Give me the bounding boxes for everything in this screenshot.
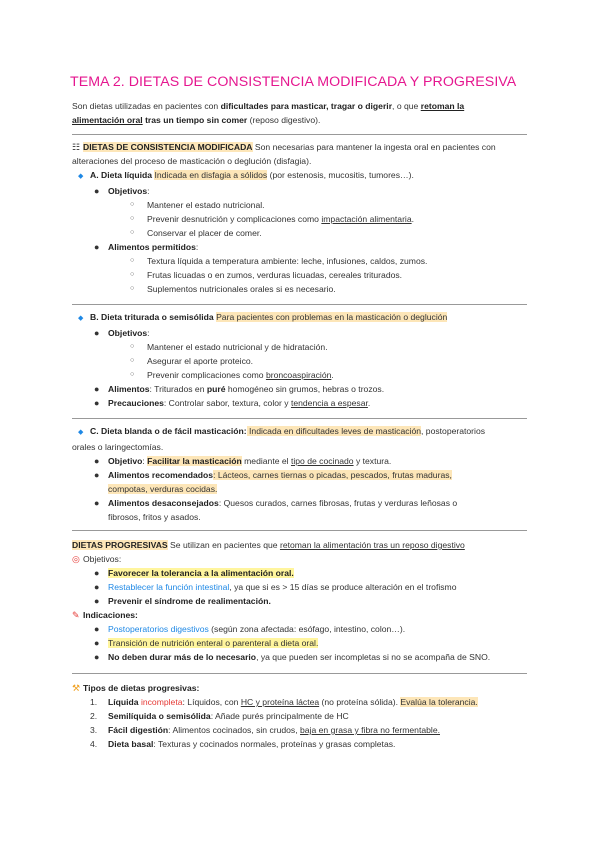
- bullet-icon: ●: [94, 596, 100, 606]
- bullet-icon: ●: [94, 242, 100, 252]
- bullet-icon: ●: [94, 624, 100, 634]
- bullet-icon: ●: [94, 384, 100, 394]
- target-icon: ◎: [72, 554, 80, 564]
- divider: [72, 418, 527, 419]
- abacus-icon: ☷: [72, 142, 81, 152]
- divider: [72, 134, 527, 135]
- blue-diamond-icon: ◆: [78, 315, 84, 322]
- bullet-icon: ●: [94, 638, 100, 648]
- intro-paragraph: Son dietas utilizadas en pacientes con dificultades para masticar, tragar o digerir, o que retoman la alimentación oral tras un tiempo sin comer (reposo digestivo).: [72, 101, 465, 125]
- blue-diamond-icon: ◆: [78, 173, 84, 180]
- divider: [72, 530, 527, 531]
- circle-bullet-icon: ○: [130, 371, 135, 378]
- circle-bullet-icon: ○: [130, 271, 135, 278]
- bullet-icon: ●: [94, 582, 100, 592]
- bullet-icon: ●: [94, 470, 100, 480]
- bullet-icon: ●: [94, 186, 100, 196]
- circle-bullet-icon: ○: [130, 201, 135, 208]
- section-blanda: ◆ C. Dieta blanda o de fácil masticación: Indicada en dificultades leves de masticación, postoperatorios orales o laringectomías. ● Objetivo: Facilitar la masticación mediante el tipo de cocinado y textura. ● Alimentos recomendados: Lácteos, carnes tiernas o picadas, pescados, frutas maduras, compotas, verduras cocidas. ● Alimentos desaconsejados: Quesos curados, carnes fibrosas, frutas y verduras leñosas o fibrosos, fritos y asados.: [72, 426, 486, 522]
- page-title: TEMA 2. DIETAS DE CONSISTENCIA MODIFICADA Y PROGRESIVA: [70, 74, 517, 90]
- divider: [72, 673, 527, 674]
- bullet-icon: ●: [94, 456, 100, 466]
- bullet-icon: ●: [94, 498, 100, 508]
- circle-bullet-icon: ○: [130, 285, 135, 292]
- bullet-icon: ●: [94, 652, 100, 662]
- circle-bullet-icon: ○: [130, 257, 135, 264]
- circle-bullet-icon: ○: [130, 215, 135, 222]
- bullet-icon: ●: [94, 398, 100, 408]
- circle-bullet-icon: ○: [130, 357, 135, 364]
- pushpin-icon: ✎: [72, 610, 80, 620]
- blue-diamond-icon: ◆: [78, 429, 84, 436]
- section-modificada: ☷ DIETAS DE CONSISTENCIA MODIFICADA Son necesarias para mantener la ingesta oral en pacientes con alteraciones del proceso de masticación o deglución (disfagia). ◆ A. Dieta líquida Indicada en disfagia a sólidos (por estenosis, mucositis, tumores…). ● Objetivos: ○ Mantener el estado nutricional. ○ Prevenir desnutrición y complicaciones como impactación alimentaria. ○ Conservar el placer de comer. ● Alimentos permitidos: ○ Textura líquida a temperatura ambiente: leche, infusiones, caldos, zumos. ○ Frutas licuadas o en zumos, verduras licuadas, cereales triturados. ○ Suplementos nutricionales orales si es necesario.: [72, 142, 496, 294]
- bullet-icon: ●: [94, 328, 100, 338]
- divider: [72, 304, 527, 305]
- section-tipos: ⚒ Tipos de dietas progresivas: 1. Líquida incompleta: Líquidos, con HC y proteína láctea (no proteína sólida). Evalúa la tolerancia. 2. Semilíquida o semisólida: Añade purés principalmente de HC 3. Fácil digestión: Alimentos cocinados, sin crudos, baja en grasa y fibra no fermentable. 4. Dieta basal: Texturas y cocinados normales, proteínas y grasas completas.: [72, 683, 478, 749]
- circle-bullet-icon: ○: [130, 229, 135, 236]
- bullet-icon: ●: [94, 568, 100, 578]
- section-progresivas: DIETAS PROGRESIVAS Se utilizan en pacientes que retoman la alimentación tras un reposo digestivo ◎ Objetivos: ● Favorecer la tolerancia a la alimentación oral. ● Restablecer la función intestinal, ya que si es > 15 días se produce alteración en el trofismo ● Prevenir el síndrome de realimentación. ✎ Indicaciones: ● Postoperatorios digestivos (según zona afectada: esófago, intestino, colon…). ● Transición de nutrición enteral o parenteral a dieta oral. ● No deben durar más de lo necesario, ya que pueden ser incompletas si no se acompaña de SNO.: [72, 540, 491, 662]
- circle-bullet-icon: ○: [130, 343, 135, 350]
- section-triturada: ◆ B. Dieta triturada o semisólida Para pacientes con problemas en la masticación o deglución ● Objetivos: ○ Mantener el estado nutricional y de hidratación. ○ Asegurar el aporte proteico. ○ Prevenir complicaciones como broncoaspiración. ● Alimentos: Triturados en puré homogéneo sin grumos, hebras o trozos. ● Precauciones: Controlar sabor, textura, color y tendencia a espesar.: [78, 312, 448, 408]
- wrench-icon: ⚒: [72, 683, 81, 693]
